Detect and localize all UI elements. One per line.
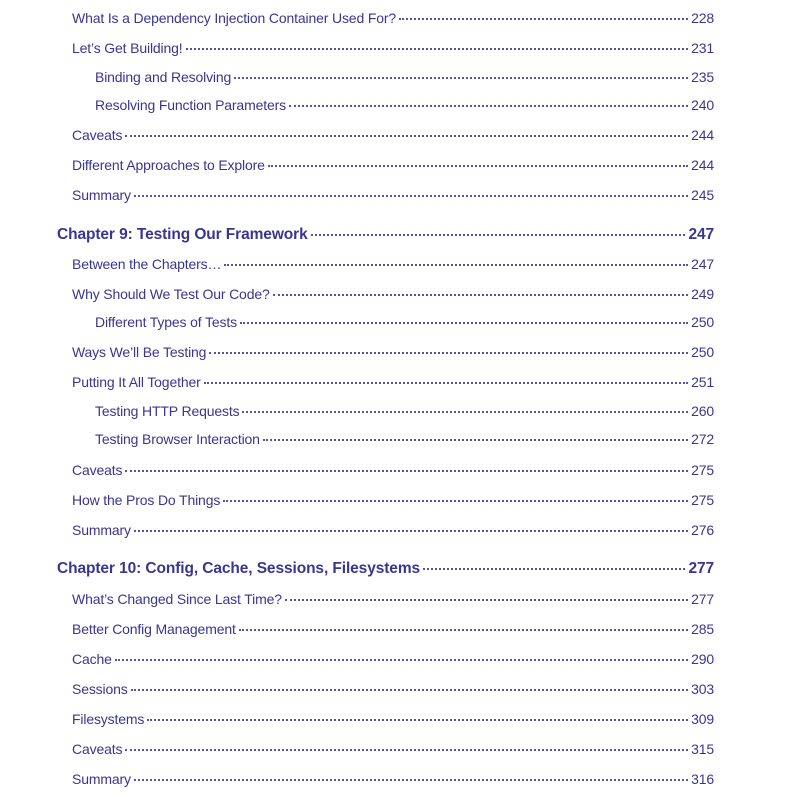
toc-chapter-page: 247: [688, 226, 714, 243]
toc-entry-page: 250: [691, 314, 714, 330]
toc-entry-title: Different Approaches to Explore: [72, 157, 265, 173]
toc-entry-title: Summary: [72, 187, 131, 203]
toc-entry[interactable]: [72, 681, 714, 697]
toc-entry-page: 277: [691, 591, 714, 607]
toc-entry[interactable]: [72, 344, 714, 360]
dot-leader: [115, 659, 688, 661]
toc-entry-title: Filesystems: [72, 711, 145, 727]
dot-leader: [399, 18, 688, 20]
toc-entry[interactable]: [72, 651, 714, 667]
toc-entry-page: 260: [691, 403, 714, 419]
toc-entry-page: 245: [691, 187, 714, 203]
toc-subentry[interactable]: [95, 97, 714, 113]
dot-leader: [134, 195, 688, 197]
toc-entry-page: 244: [691, 157, 714, 173]
toc-entry[interactable]: [72, 157, 714, 173]
toc-entry[interactable]: [72, 286, 714, 302]
toc-entry-page: 251: [691, 374, 714, 390]
toc-entry-title: Caveats: [72, 741, 123, 757]
toc-chapter-page: 277: [688, 560, 714, 577]
toc-entry-page: 315: [691, 741, 714, 757]
dot-leader: [125, 470, 688, 472]
toc-entry[interactable]: [72, 40, 714, 56]
toc-entry-page: 249: [691, 286, 714, 302]
toc-entry-page: 290: [691, 651, 714, 667]
dot-leader: [242, 411, 688, 413]
toc-entry-title: Caveats: [72, 127, 123, 143]
toc-chapter-heading[interactable]: [57, 560, 714, 578]
toc-subentry[interactable]: [95, 403, 714, 419]
toc-entry-title: Different Types of Tests: [95, 314, 237, 330]
dot-leader: [423, 568, 685, 570]
toc-entry-title: Ways We’ll Be Testing: [72, 344, 207, 360]
toc-entry-page: 285: [691, 621, 714, 637]
toc-entry-title: Between the Chapters…: [72, 256, 222, 272]
dot-leader: [285, 599, 688, 601]
toc-entry-title: Sessions: [72, 681, 128, 697]
dot-leader: [209, 352, 688, 354]
dot-leader: [240, 322, 688, 324]
dot-leader: [289, 105, 688, 107]
dot-leader: [273, 294, 688, 296]
toc-entry-page: 250: [691, 344, 714, 360]
toc-entry[interactable]: [72, 256, 714, 272]
toc-entry[interactable]: [72, 741, 714, 757]
toc-entry-page: 231: [691, 40, 714, 56]
toc-entry-page: 247: [691, 256, 714, 272]
toc-entry-title: Cache: [72, 651, 112, 667]
dot-leader: [239, 629, 688, 631]
toc-entry[interactable]: [72, 127, 714, 143]
toc-entry-title: Resolving Function Parameters: [95, 97, 286, 113]
toc-entry-title: Summary: [72, 522, 131, 538]
toc-entry-title: Testing Browser Interaction: [95, 431, 260, 447]
dot-leader: [223, 500, 688, 502]
toc-entry[interactable]: [72, 10, 714, 26]
dot-leader: [134, 530, 688, 532]
toc-entry-page: 309: [691, 711, 714, 727]
toc-entry-page: 244: [691, 127, 714, 143]
dot-leader: [125, 749, 688, 751]
dot-leader: [268, 165, 688, 167]
toc-entry-title: Why Should We Test Our Code?: [72, 286, 270, 302]
toc-entry-page: 316: [691, 771, 714, 787]
toc-entry[interactable]: [72, 711, 714, 727]
toc-entry-title: How the Pros Do Things: [72, 492, 221, 508]
dot-leader: [311, 234, 686, 236]
toc-chapter-title: Chapter 10: Config, Cache, Sessions, Filesystems: [57, 560, 421, 577]
toc-entry-page: 235: [691, 69, 714, 85]
dot-leader: [147, 719, 688, 721]
toc-entry-title: Testing HTTP Requests: [95, 403, 240, 419]
toc-entry[interactable]: [72, 462, 714, 478]
toc-entry[interactable]: [72, 187, 714, 203]
toc-entry[interactable]: [72, 492, 714, 508]
toc-entry-title: Let’s Get Building!: [72, 40, 183, 56]
toc-subentry[interactable]: [95, 431, 714, 447]
toc-entry-page: 272: [691, 431, 714, 447]
toc-chapter-heading[interactable]: [57, 226, 714, 244]
toc-entry-page: 303: [691, 681, 714, 697]
toc-entry-title: Summary: [72, 771, 131, 787]
toc-entry-page: 240: [691, 97, 714, 113]
dot-leader: [234, 77, 688, 79]
dot-leader: [186, 48, 689, 50]
toc-entry[interactable]: [72, 374, 714, 390]
toc-entry-title: What’s Changed Since Last Time?: [72, 591, 282, 607]
dot-leader: [263, 439, 688, 441]
toc-entry-title: Caveats: [72, 462, 123, 478]
toc-entry-title: Better Config Management: [72, 621, 236, 637]
toc-entry-page: 228: [691, 10, 714, 26]
dot-leader: [224, 264, 688, 266]
toc-entry-page: 275: [691, 462, 714, 478]
toc-entry-page: 276: [691, 522, 714, 538]
toc-entry-title: Putting It All Together: [72, 374, 201, 390]
dot-leader: [134, 779, 688, 781]
toc-subentry[interactable]: [95, 69, 714, 85]
toc-entry[interactable]: [72, 591, 714, 607]
toc-entry[interactable]: [72, 621, 714, 637]
toc-entry-title: Binding and Resolving: [95, 69, 232, 85]
toc-entry-page: 275: [691, 492, 714, 508]
dot-leader: [131, 689, 688, 691]
dot-leader: [125, 135, 688, 137]
toc-subentry[interactable]: [95, 314, 714, 330]
toc-entry[interactable]: [72, 771, 714, 787]
toc-entry[interactable]: [72, 522, 714, 538]
toc-chapter-title: Chapter 9: Testing Our Framework: [57, 226, 308, 243]
dot-leader: [204, 382, 688, 384]
toc-entry-title: What Is a Dependency Injection Container Used For?: [72, 10, 397, 26]
